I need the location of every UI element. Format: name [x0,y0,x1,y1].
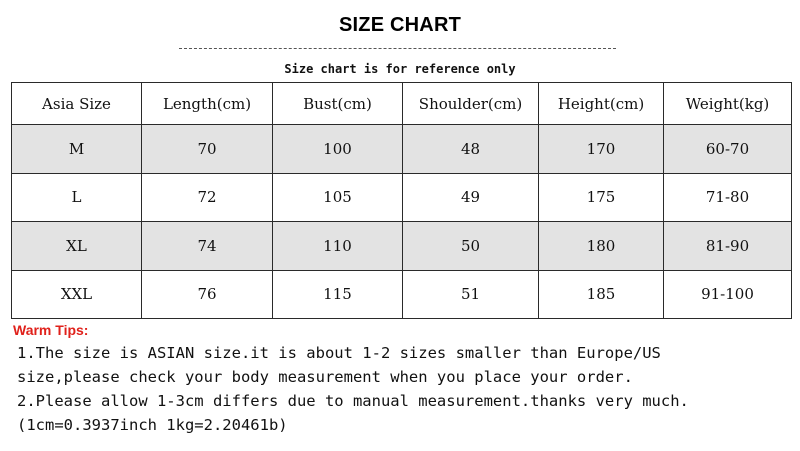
cell-weight: 91-100 [664,270,792,319]
warm-tips-title: Warm Tips: [13,322,89,338]
cell-size: XXL [12,270,142,319]
cell-bust: 110 [273,222,403,271]
table-header-row [12,83,792,125]
header-length: Length(cm) [142,83,273,125]
cell-shoulder: 49 [403,173,539,222]
cell-shoulder: 50 [403,222,539,271]
header-shoulder: Shoulder(cm) [403,83,539,125]
table-row [12,270,792,319]
cell-bust: 115 [273,270,403,319]
cell-length: 70 [142,125,273,174]
table-row [12,125,792,174]
cell-weight: 81-90 [664,222,792,271]
tip-line: size,please check your body measurement when you place your order. [17,368,633,386]
page-title: SIZE CHART [339,14,461,36]
header-asia-size: Asia Size [12,83,142,125]
tip-line: (1cm=0.3937inch 1kg=2.20461b) [17,416,288,434]
dashed-divider [179,48,616,49]
cell-size: M [12,125,142,174]
subtitle: Size chart is for reference only [284,62,516,76]
cell-height: 185 [539,270,664,319]
size-chart-table [11,82,792,319]
cell-height: 175 [539,173,664,222]
table-row [12,173,792,222]
table-row [12,222,792,271]
cell-height: 170 [539,125,664,174]
tip-line: 1.The size is ASIAN size.it is about 1-2 sizes smaller than Europe/US [17,344,661,362]
header-weight: Weight(kg) [664,83,792,125]
cell-shoulder: 48 [403,125,539,174]
tip-line: 2.Please allow 1-3cm differs due to manual measurement.thanks very much. [17,392,689,410]
cell-length: 72 [142,173,273,222]
cell-size: XL [12,222,142,271]
cell-size: L [12,173,142,222]
cell-weight: 60-70 [664,125,792,174]
cell-bust: 100 [273,125,403,174]
cell-length: 74 [142,222,273,271]
cell-weight: 71-80 [664,173,792,222]
cell-height: 180 [539,222,664,271]
header-height: Height(cm) [539,83,664,125]
cell-shoulder: 51 [403,270,539,319]
cell-length: 76 [142,270,273,319]
cell-bust: 105 [273,173,403,222]
header-bust: Bust(cm) [273,83,403,125]
